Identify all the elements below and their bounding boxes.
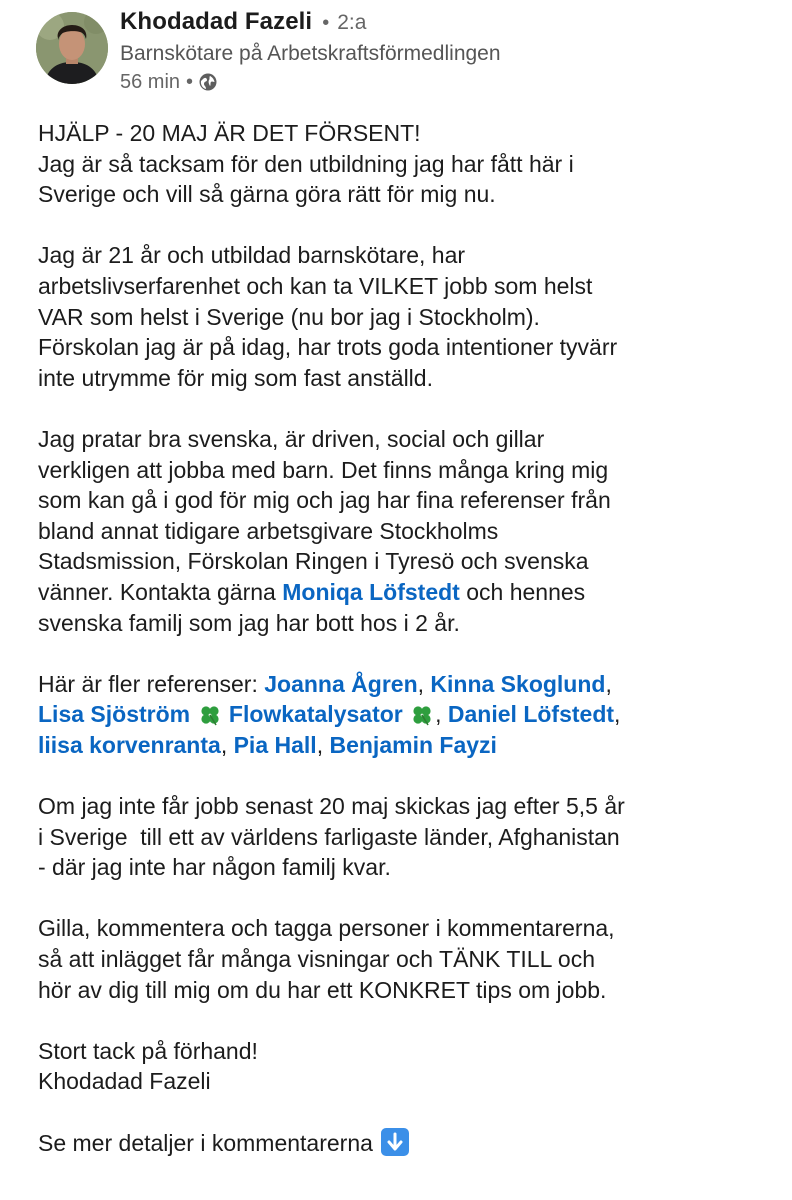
paragraph-gap <box>38 883 768 914</box>
post-time: 56 min <box>120 70 181 93</box>
mention-kinna-skoglund[interactable]: Kinna Skoglund <box>430 670 606 697</box>
mention-lisa-sjostrom[interactable]: Lisa Sjöström <box>38 701 191 728</box>
comma: , <box>316 731 324 758</box>
post-text-line: HJÄLP - 20 MAJ ÄR DET FÖRSENT! <box>38 120 421 146</box>
post-text-line: så att inlägget får många visningar och TÄNK TILL och <box>38 946 595 973</box>
mention-moniqa-lofstedt[interactable]: Moniqa Löfstedt <box>282 578 460 605</box>
post-text-line: Jag är 21 år och utbildad barnskötare, har <box>38 242 466 269</box>
author-headline: Barnskötare på Arbetskraftsförmedlingen <box>120 42 501 65</box>
post-text-line: Khodadad Fazeli <box>38 1068 211 1095</box>
down-arrow-icon <box>381 1128 409 1156</box>
avatar-portrait-icon <box>36 12 108 84</box>
post-text-line <box>38 577 768 608</box>
paragraph-gap <box>38 1005 768 1036</box>
post-text-line <box>38 1128 768 1159</box>
post-text-line: i Sverige till ett av världens farligaste länder, Afghanistan <box>38 823 620 850</box>
globe-icon <box>199 73 217 91</box>
paragraph-gap <box>38 638 768 669</box>
post-text-line <box>38 730 768 761</box>
post-text-line: Stadsmission, Förskolan Ringen i Tyresö och svenska <box>38 548 589 575</box>
text-segment: vänner. Kontakta gärna <box>38 578 283 605</box>
comma: , <box>614 701 621 728</box>
post-text-line: - där jag inte har någon familj kvar. <box>38 854 391 881</box>
see-comments-text: Se mer detaljer i kommentarerna <box>38 1129 373 1156</box>
post-text-line: svenska familj som jag har bott hos i 2 år. <box>38 609 460 636</box>
post-text-line: bland annat tidigare arbetsgivare Stockholms <box>38 517 499 544</box>
post-text-line: Stort tack på förhand! <box>38 1037 258 1064</box>
comma: , <box>417 670 425 697</box>
mention-daniel-lofstedt[interactable]: Daniel Löfstedt <box>447 701 615 728</box>
paragraph-gap <box>38 393 768 424</box>
paragraph-gap <box>38 210 768 241</box>
comma: , <box>605 670 612 697</box>
post-header <box>36 8 776 98</box>
connection-degree: 2:a <box>337 11 367 34</box>
post-text-line: som kan gå i god för mig och jag har fina referenser från <box>38 487 611 514</box>
mention-joanna-agren[interactable]: Joanna Ågren <box>264 670 418 697</box>
post-text-line: arbetslivserfarenhet och kan ta VILKET jobb som helst <box>38 272 593 299</box>
comma: , <box>435 701 442 728</box>
text-segment: och hennes <box>459 578 586 605</box>
post-time-line <box>120 70 760 94</box>
post-text-line: hör av dig till mig om du har ett KONKRET tips om jobb. <box>38 976 607 1003</box>
post-body <box>38 118 768 1158</box>
paragraph-gap <box>38 1097 768 1128</box>
post-text-line: verkligen att jobba med barn. Det finns många kring mig <box>38 456 609 483</box>
post-text-line: Jag är så tacksam för den utbildning jag har fått här i <box>38 150 574 177</box>
separator-dot: • <box>322 12 330 34</box>
mention-liisa-korvenranta[interactable]: liisa korvenranta <box>38 731 221 758</box>
mention-flowkatalysator[interactable]: Flowkatalysator <box>228 701 403 728</box>
post-text-line: Om jag inte får jobb senast 20 maj skickas jag efter 5,5 år <box>38 793 625 820</box>
separator-dot: • <box>186 70 194 93</box>
author-name[interactable]: Khodadad Fazeli <box>120 8 313 35</box>
name-line <box>120 8 760 38</box>
comma: , <box>220 731 228 758</box>
post-text-line: Gilla, kommentera och tagga personer i kommentarerna, <box>38 915 615 942</box>
post-meta <box>120 8 760 94</box>
mention-pia-hall[interactable]: Pia Hall <box>233 731 317 758</box>
post-text-line: VAR som helst i Sverige (nu bor jag i Stockholm). <box>38 303 540 330</box>
mention-benjamin-fayzi[interactable]: Benjamin Fayzi <box>329 731 497 758</box>
post-text-line <box>38 699 768 730</box>
avatar[interactable] <box>36 12 108 84</box>
post-text-line: inte utrymme för mig som fast anställd. <box>38 364 433 391</box>
post-text-line: Sverige och vill så gärna göra rätt för mig nu. <box>38 181 496 208</box>
text-segment: Här är fler referenser: <box>38 670 265 697</box>
post-text-line: Förskolan jag är på idag, har trots goda intentioner tyvärr <box>38 334 618 361</box>
four-leaf-clover-icon <box>411 704 433 726</box>
four-leaf-clover-icon <box>199 704 221 726</box>
post-text-line: Jag pratar bra svenska, är driven, social och gillar <box>38 425 545 452</box>
post-text-line <box>38 669 768 700</box>
paragraph-gap <box>38 760 768 791</box>
